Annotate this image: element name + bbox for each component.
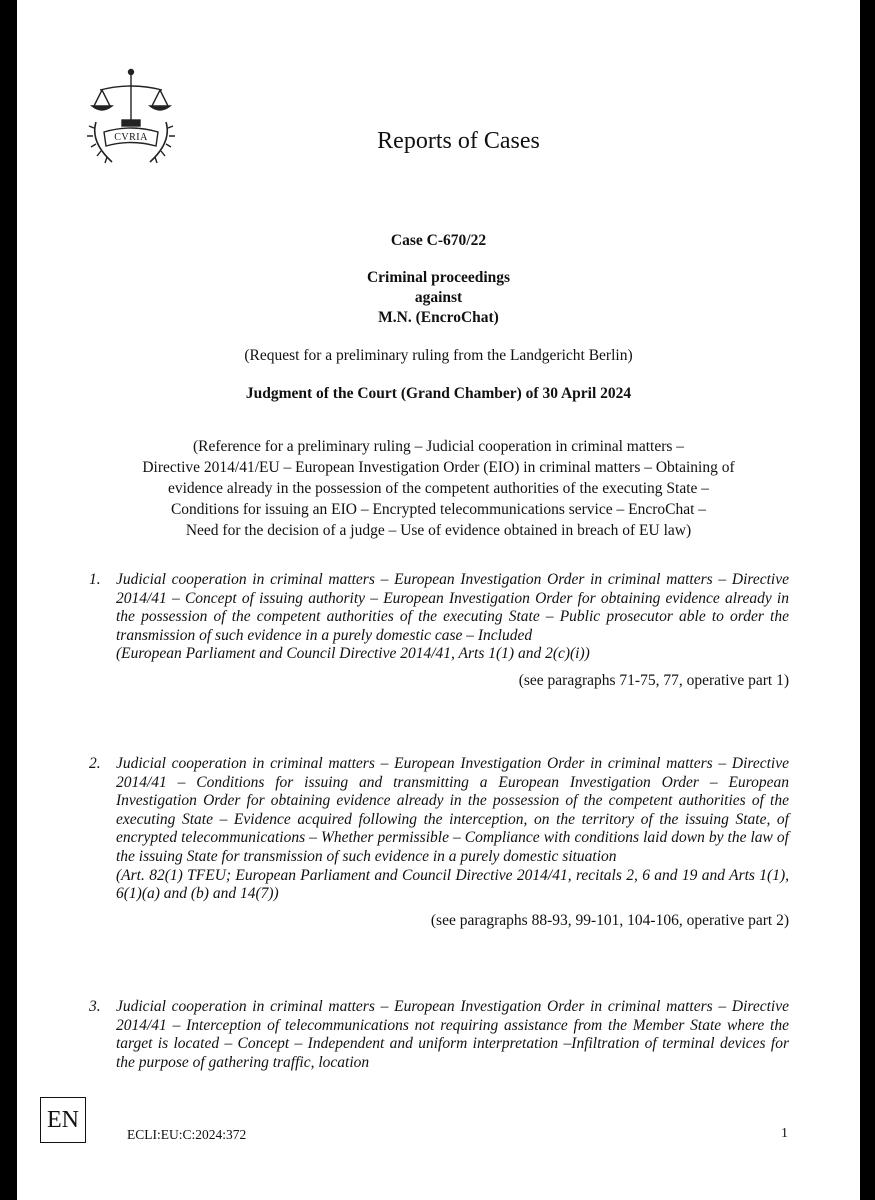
summary-paragraphs: (see paragraphs 88-93, 99-101, 104-106, operative part 2) xyxy=(430,911,789,929)
case-number: Case C-670/22 xyxy=(390,232,487,249)
summary-item xyxy=(89,998,789,1072)
scales-of-justice-icon xyxy=(82,62,180,172)
summary-number: 3. xyxy=(89,998,101,1015)
keywords-line: (Reference for a preliminary ruling – Judicial cooperation in criminal matters – xyxy=(192,438,685,455)
logo-text: CVRIA xyxy=(114,132,148,143)
summary-number: 1. xyxy=(89,571,101,588)
keywords-line: Conditions for issuing an EIO – Encrypted telecommunications service – EncroChat – xyxy=(170,501,707,518)
summary-text: Judicial cooperation in criminal matters – European Investigation Order in criminal matters – Directive 2014/41 – Interception of telecommunications not requiring assistance from the Member State where the target is located – Concept – Independent and uniform interpretation –Infiltration of terminal devices for the purpose of gathering traffic, location xyxy=(116,998,789,1071)
keywords-line: evidence already in the possession of the competent authorities of the executing State – xyxy=(167,480,710,497)
summary-item xyxy=(89,571,789,691)
cvria-logo xyxy=(82,62,180,172)
judgment-title: Judgment of the Court (Grand Chamber) of 30 April 2024 xyxy=(245,385,632,402)
summary-reference: (Art. 82(1) TFEU; European Parliament and Council Directive 2014/41, recitals 2, 6 and 19 and Arts 1(1), 6(1)(a) and (b) and 14(7)) xyxy=(116,866,789,903)
parties-line: against xyxy=(414,289,463,306)
page-title: Reports of Cases xyxy=(377,128,540,154)
summary-reference: (European Parliament and Council Directive 2014/41, Arts 1(1) and 2(c)(i)) xyxy=(116,645,590,663)
request-line: (Request for a preliminary ruling from the Landgericht Berlin) xyxy=(244,347,633,364)
summary-number: 2. xyxy=(89,755,101,772)
summary-item xyxy=(89,755,789,930)
keywords-line: Need for the decision of a judge – Use of evidence obtained in breach of EU law) xyxy=(185,522,692,539)
page-number: 1 xyxy=(781,1126,788,1141)
keywords-line: Directive 2014/41/EU – European Investigation Order (EIO) in criminal matters – Obtaining of xyxy=(142,459,735,476)
summary-text: Judicial cooperation in criminal matters – European Investigation Order in criminal matters – Directive 2014/41 – Concept of issuing authority – European Investigation Order for obtaining evidence already in the possession of the competent authorities of the executing State – Public prosecutor able to order the transmission of such evidence in a purely domestic case – Included xyxy=(116,571,789,644)
parties-line: M.N. (EncroChat) xyxy=(378,309,499,326)
summary-paragraphs: (see paragraphs 71-75, 77, operative part 1) xyxy=(518,671,789,689)
parties-line: Criminal proceedings xyxy=(366,269,511,286)
keywords-block xyxy=(17,436,860,541)
case-parties xyxy=(17,268,860,328)
ecli-identifier: ECLI:EU:C:2024:372 xyxy=(127,1127,247,1142)
language-badge: EN xyxy=(40,1097,86,1143)
summary-text: Judicial cooperation in criminal matters – European Investigation Order in criminal matters – Directive 2014/41 – Conditions for issuing and transmitting a European Investigation Order – European Investigation Order for obtaining evidence already in the possession of the competent authorities of the executing State – Evidence acquired following the interception, on the territory of the issuing State, of encrypted telecommunications – Whether permissible – Compliance with conditions laid down by the law of the issuing State for transmission of such evidence in a purely domestic situation xyxy=(116,755,789,865)
document-page xyxy=(17,0,860,1200)
